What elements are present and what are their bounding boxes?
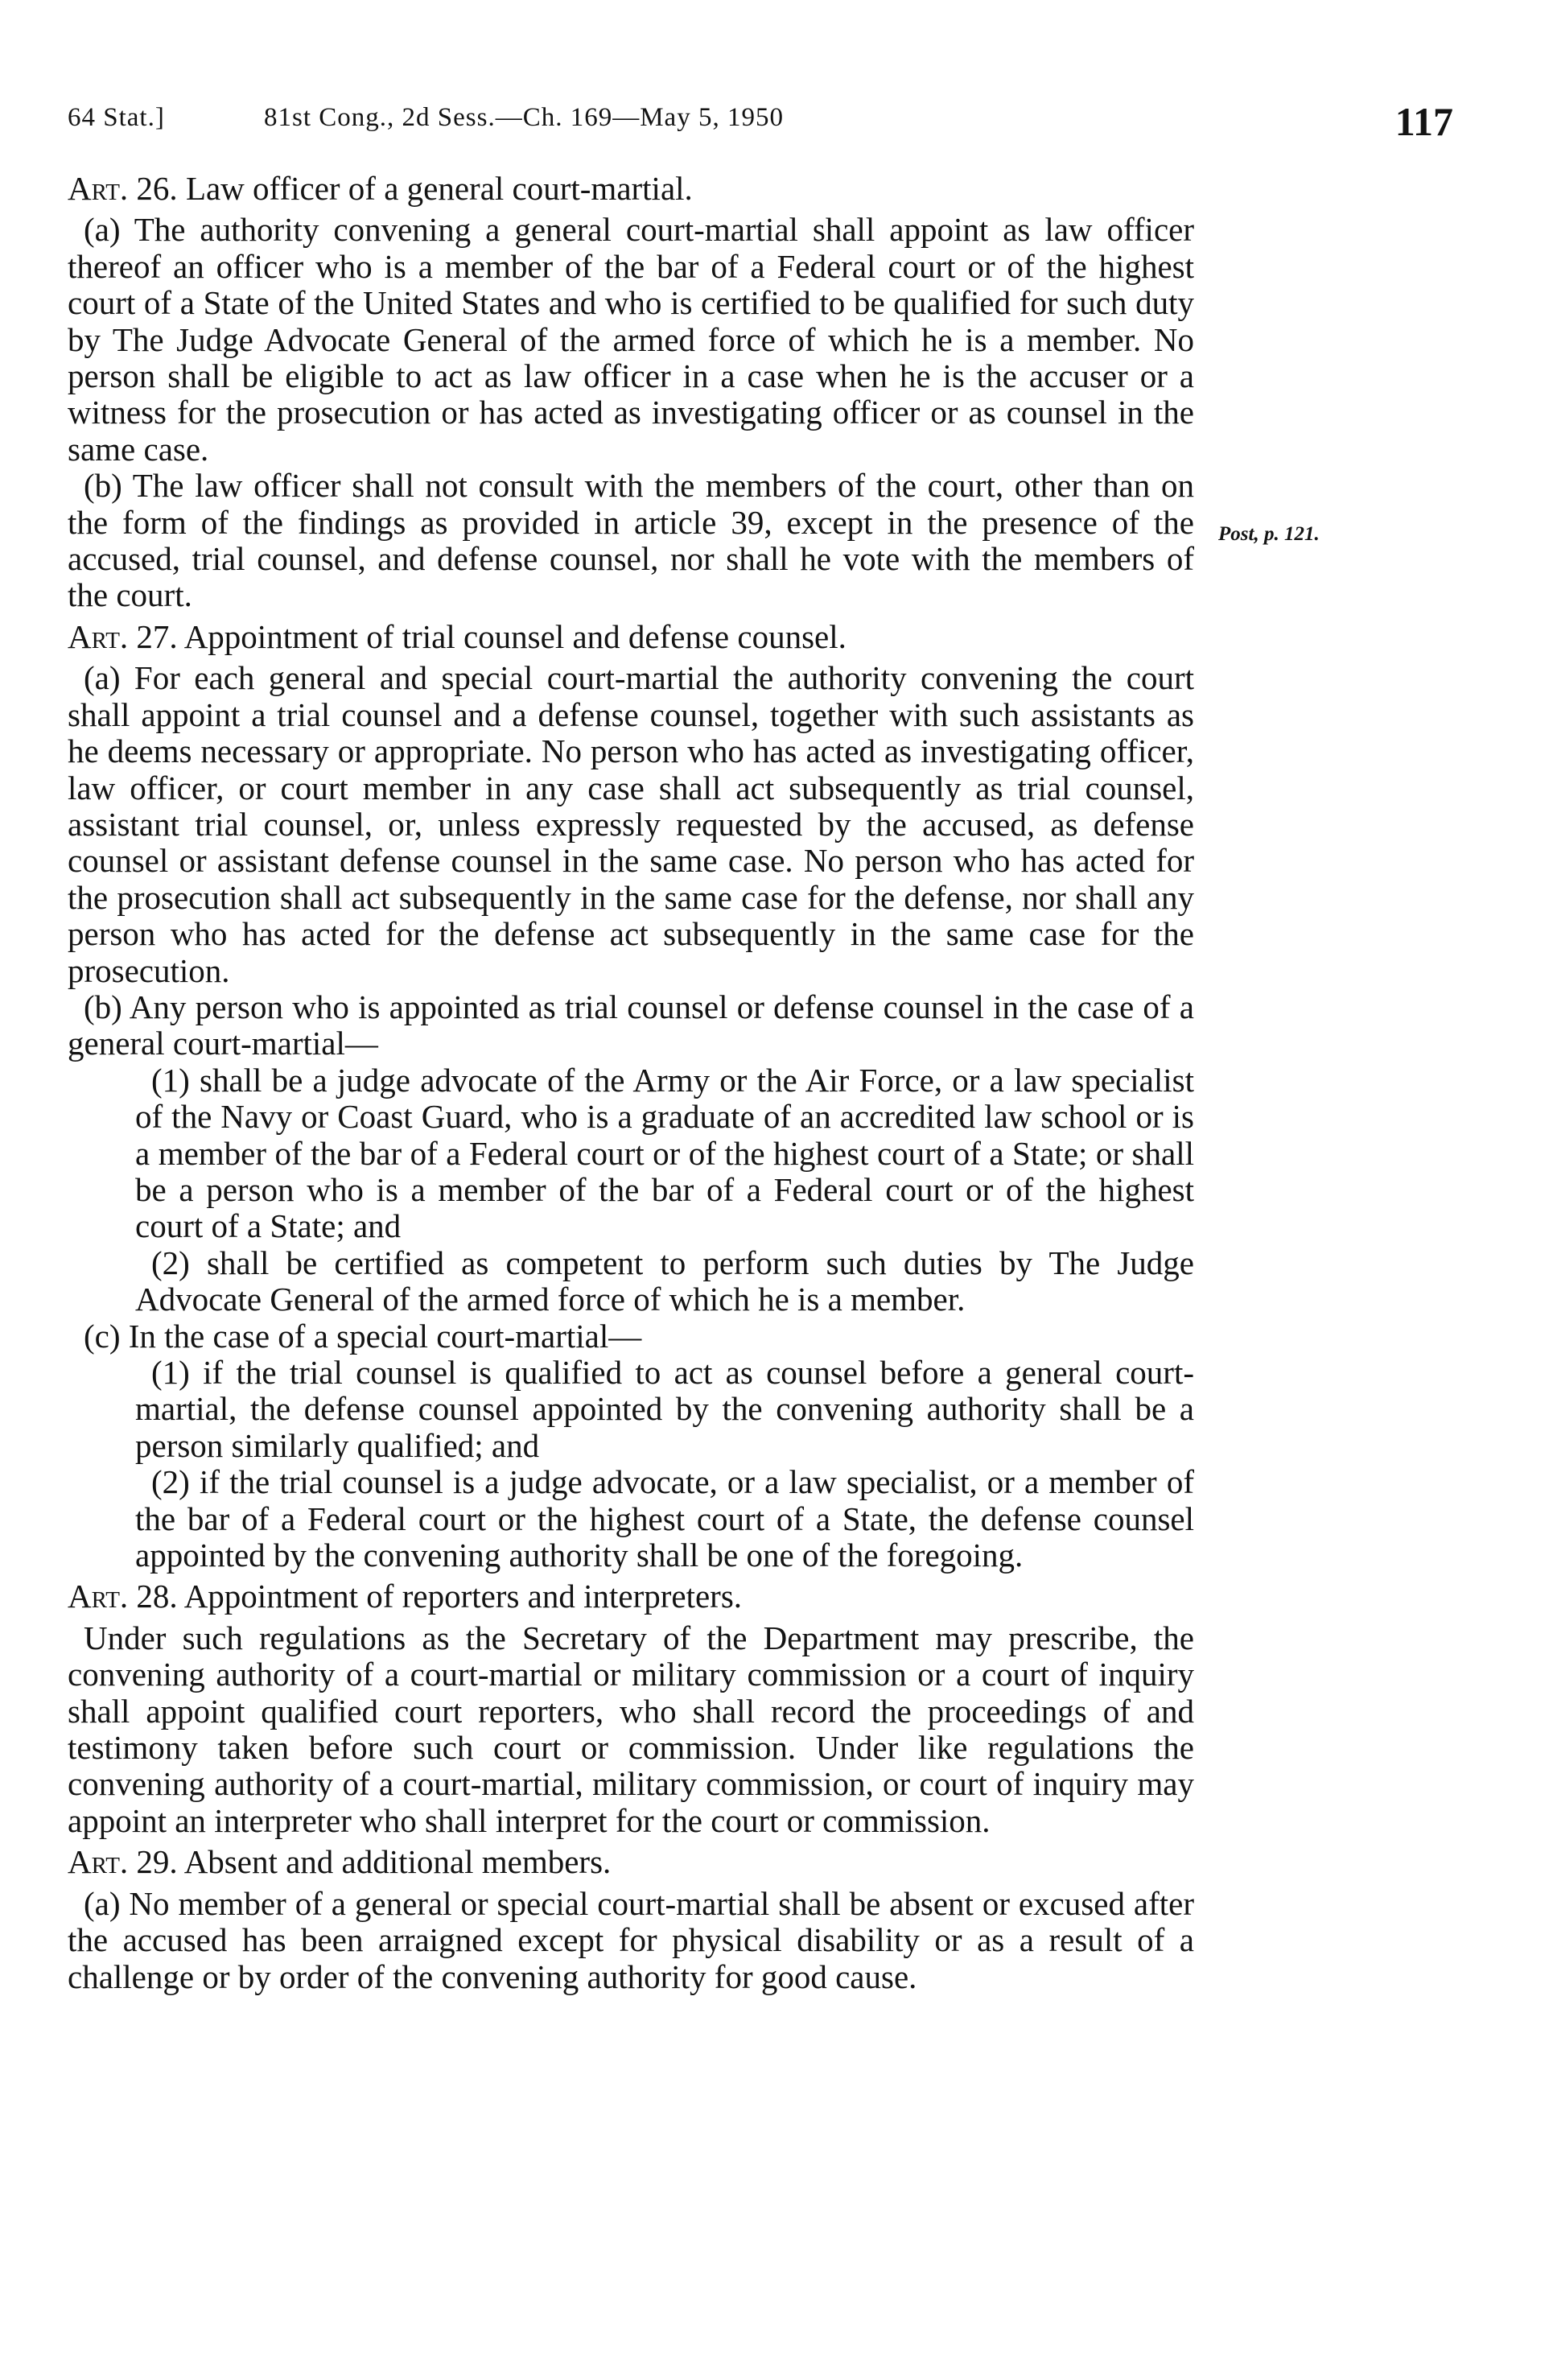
article-27-heading [68,619,1194,655]
article-number: Art. 27. [68,617,178,655]
article-title: Appointment of trial counsel and defense counsel. [183,617,847,655]
article-title: Law officer of a general court-martial. [185,170,693,207]
article-27-c-clause-2: (2) if the trial counsel is a judge advocate, or a law specialist, or a member of the bar of a Federal court or the highest court of a State, the defense counsel appointed by the convening authority shall be one of the foregoing. [135,1463,1194,1574]
statute-body [68,166,1194,1995]
statute-volume: 64 Stat.] [68,103,165,132]
session-citation: 81st Cong., 2d Sess.—Ch. 169—May 5, 1950 [264,103,784,132]
article-28-paragraph: Under such regulations as the Secretary of the Department may prescribe, the convening authority of a court-martial or military commission or a court of inquiry shall appoint qualified court reporters, who shall record the proceedings of and testimony taken before such court or commission. Under like regulations the convening authority of a court-martial, military commission, or court of inquiry may appoint an interpreter who shall interpret for the court or commission. [68,1619,1194,1839]
article-29-heading [68,1844,1194,1880]
article-title: Appointment of reporters and interpreters. [183,1578,743,1615]
article-title: Absent and additional members. [183,1843,612,1881]
article-26-paragraph-a: (a) The authority convening a general court-martial shall appoint as law officer thereof an officer who is a member of the bar of a Federal court or of the highest court of a State of the United States and who is certified to be qualified for such duty by The Judge Advocate General of the armed force of which he is a member. No person shall be eligible to act as law officer in a case when he is the accuser or a witness for the prosecution or has acted as investigating officer or as counsel in the same case. [68,211,1194,468]
article-26-paragraph-b: (b) The law officer shall not consult with the members of the court, other than on the form of the findings as provided in article 39, except in the presence of the accused, trial counsel, and defense counsel, nor shall he vote with the members of the court. [68,467,1194,614]
margin-note-cross-reference: Post, p. 121. [1218,523,1320,545]
article-27-b-clause-2: (2) shall be certified as competent to perform such duties by The Judge Advocate General of the armed force of which he is a member. [135,1244,1194,1318]
article-29-paragraph-a: (a) No member of a general or special court-martial shall be absent or excused after the accused has been arraigned except for physical disability or as a result of a challenge or by order of the convening authority for good cause. [68,1884,1194,1995]
page-number: 117 [1394,99,1453,144]
article-number: Art. 26. [68,170,178,207]
article-28-heading [68,1578,1194,1615]
article-27-b-clause-1: (1) shall be a judge advocate of the Army or the Air Force, or a law specialist of the Navy or Coast Guard, who is a graduate of an accredited law school or is a member of the bar of a Federal court or of the highest court of a State; or shall be a person who is a member of the bar of a Federal court or of the highest court of a State; and [135,1061,1194,1245]
article-number: Art. 28. [68,1578,178,1615]
article-27-c-clause-1: (1) if the trial counsel is qualified to act as counsel before a general court-martial, the defense counsel appointed by the convening authority shall be a person similarly qualified; and [135,1354,1194,1464]
article-27-paragraph-a: (a) For each general and special court-martial the authority convening the court shall appoint a trial counsel and a defense counsel, together with such assistants as he deems necessary or appropriate. No person who has acted as investigating officer, law officer, or court member in any case shall act subsequently as trial counsel, assistant trial counsel, or, unless expressly requested by the accused, as defense counsel or assistant defense counsel in the same case. No person who has acted for the prosecution shall act subsequently in the same case for the defense, nor shall any person who has acted for the defense act subsequently in the same case for the prosecution. [68,659,1194,989]
article-26-heading [68,171,1194,207]
article-27-paragraph-c: (c) In the case of a special court-martial— [84,1317,642,1355]
running-head [68,99,1453,151]
article-27-paragraph-b: (b) Any person who is appointed as trial counsel or defense counsel in the case of a general court-martial— [68,988,1194,1062]
article-number: Art. 29. [68,1843,178,1881]
